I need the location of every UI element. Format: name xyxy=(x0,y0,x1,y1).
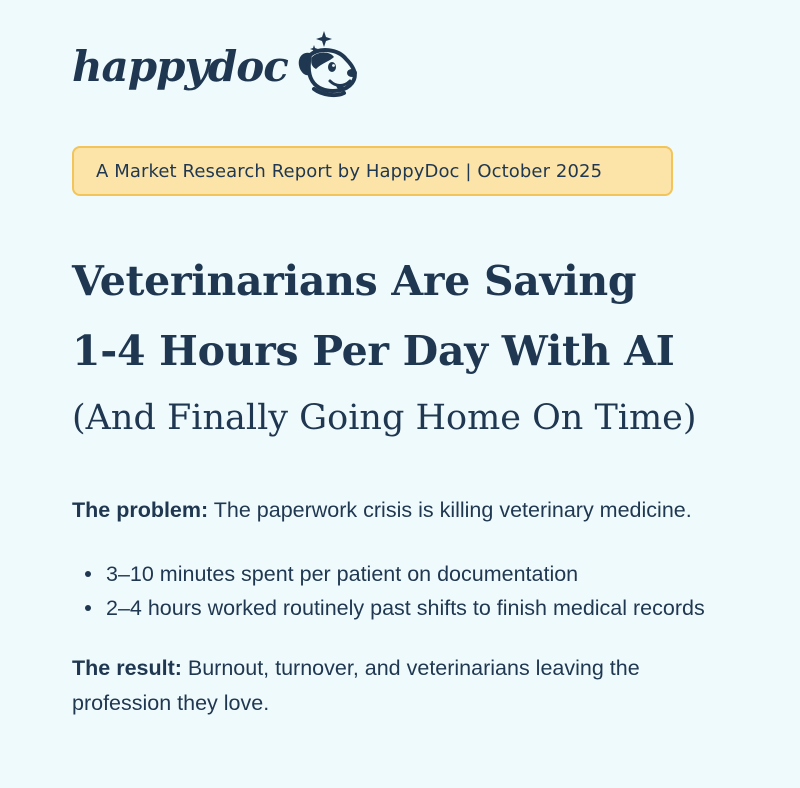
bullet-dot-icon xyxy=(85,571,91,577)
dog-mascot-icon xyxy=(292,29,362,103)
list-item xyxy=(72,557,705,591)
list-item-text: 3–10 minutes spent per patient on documentation xyxy=(106,562,579,586)
result-label: The result: xyxy=(72,656,182,680)
page-title xyxy=(72,246,675,386)
page-subtitle: (And Finally Going Home On Time) xyxy=(72,398,697,438)
problem-label: The problem: xyxy=(72,498,209,522)
brand-logo xyxy=(72,30,362,110)
title-line-1: Veterinarians Are Saving xyxy=(72,257,637,305)
logo-wordmark: happydoc xyxy=(72,42,288,91)
stats-list xyxy=(72,557,705,625)
badge-text: A Market Research Report by HappyDoc | October 2025 xyxy=(96,160,603,182)
problem-text: The paperwork crisis is killing veterinary medicine. xyxy=(208,498,692,522)
report-badge xyxy=(72,146,673,196)
bullet-dot-icon xyxy=(85,605,91,611)
list-item xyxy=(72,591,705,625)
title-line-2: 1-4 Hours Per Day With AI xyxy=(72,327,675,375)
result-text: Burnout, turnover, and veterinarians leaving the profession they love. xyxy=(72,656,640,715)
list-item-text: 2–4 hours worked routinely past shifts to finish medical records xyxy=(106,596,705,620)
problem-statement xyxy=(72,495,692,525)
result-statement xyxy=(72,651,712,721)
